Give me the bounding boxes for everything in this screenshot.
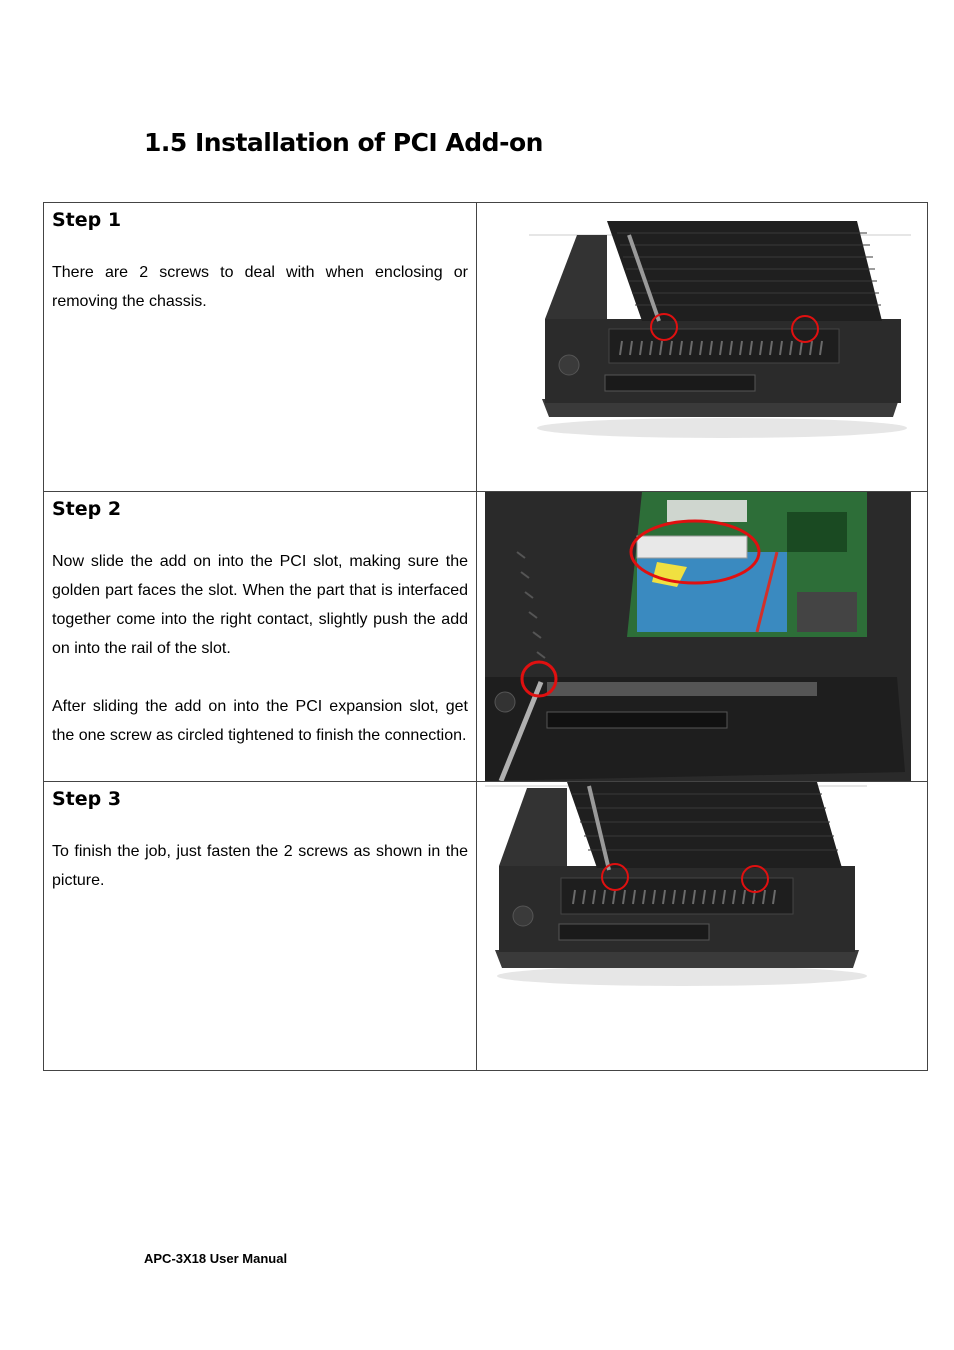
- step-1-chassis-image: [477, 203, 927, 491]
- step-1-paragraph-1: There are 2 screws to deal with when enclosing or removing the chassis.: [52, 264, 468, 310]
- step-3-image-cell: [477, 782, 928, 1071]
- step-2-body: [52, 547, 468, 750]
- step-3-chassis-image: [477, 782, 927, 1070]
- step-1-heading: Step 1: [52, 209, 122, 231]
- step-row-3: [44, 782, 928, 1071]
- step-3-paragraph-1: To finish the job, just fasten the 2 screws as shown in the picture.: [52, 843, 468, 889]
- step-2-heading: Step 2: [52, 498, 122, 520]
- step-row-1: [44, 203, 928, 492]
- step-row-2: [44, 492, 928, 782]
- step-2-text-cell: [44, 492, 477, 782]
- step-2-image-cell: [477, 492, 928, 782]
- section-title: 1.5 Installation of PCI Add-on: [144, 128, 543, 157]
- step-1-image-cell: [477, 203, 928, 492]
- step-1-body: [52, 258, 468, 316]
- step-3-text-cell: [44, 782, 477, 1071]
- step-3-heading: Step 3: [52, 788, 122, 810]
- steps-table: [43, 202, 928, 1071]
- step-2-paragraph-1: Now slide the add on into the PCI slot, making sure the golden part faces the slot. When the part that is interfaced together come into the right contact, slightly push the add on into the rail of the slot.: [52, 553, 468, 657]
- step-2-pci-slot-image: [477, 492, 927, 781]
- step-1-text-cell: [44, 203, 477, 492]
- page-footer: APC-3X18 User Manual: [144, 1251, 288, 1266]
- step-2-paragraph-2: After sliding the add on into the PCI expansion slot, get the one screw as circled tightened to finish the connection.: [52, 698, 468, 744]
- step-3-body: [52, 837, 468, 895]
